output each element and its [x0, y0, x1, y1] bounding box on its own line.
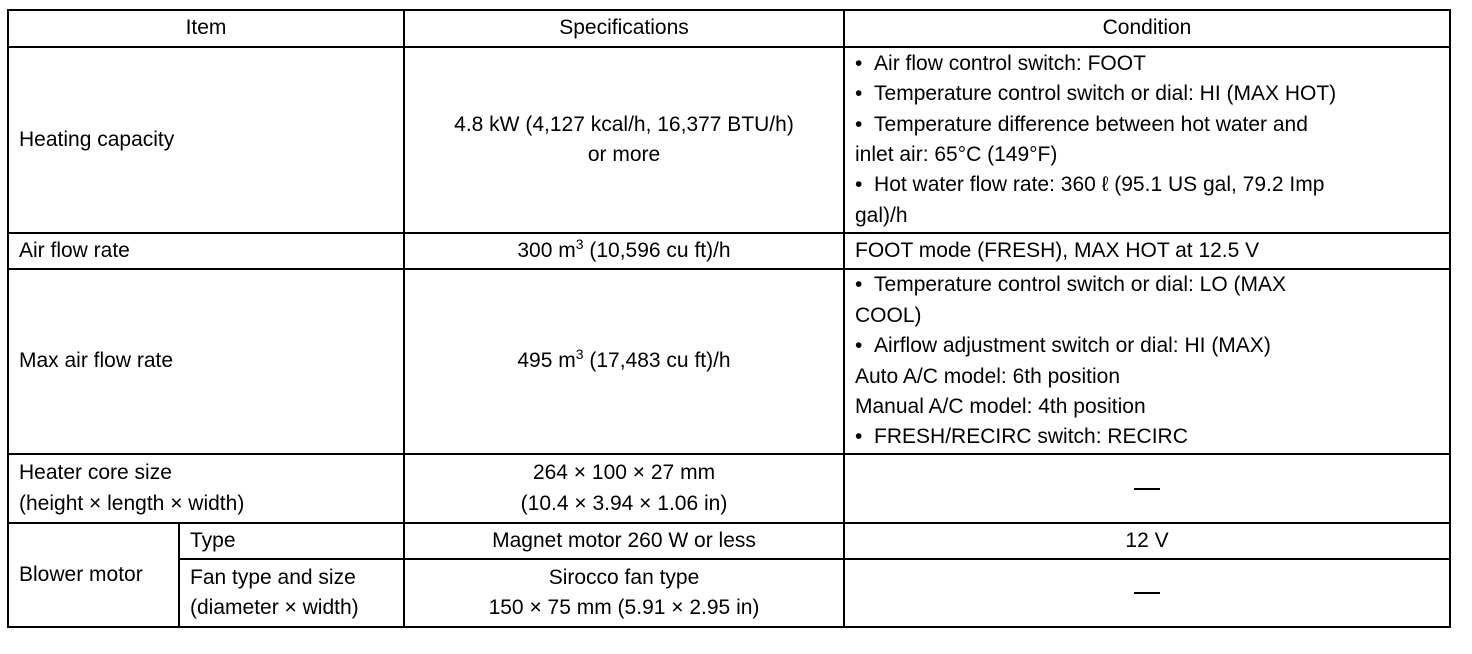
condition-line: Auto A/C model: 6th position	[855, 364, 1120, 388]
spec-line: (10.4 × 3.94 × 1.06 in)	[520, 491, 728, 515]
condition-line: gal)/h	[855, 203, 908, 227]
header-item: Item	[8, 10, 404, 47]
condition-bullet: • Hot water flow rate: 360 ℓ (95.1 US gal, 79.2 Imp	[855, 170, 1439, 200]
spec-unit: (10,596 cu ft)/h	[583, 238, 731, 262]
header-row	[8, 10, 1450, 47]
spec-value: 300 m	[517, 238, 576, 262]
em-dash	[1134, 488, 1160, 490]
table-row-heating-capacity	[8, 47, 1450, 233]
condition-bullet: • Air flow control switch: FOOT	[855, 49, 1439, 79]
item-line: Fan type and size	[190, 565, 356, 589]
cond-heater-core-size	[844, 454, 1450, 523]
item-line: (height × length × width)	[19, 491, 245, 515]
item-air-flow-rate: Air flow rate	[8, 233, 404, 269]
condition-bullet: • FRESH/RECIRC switch: RECIRC	[855, 422, 1439, 452]
cond-max-air-flow-rate	[844, 269, 1450, 454]
spec-heater-core-size	[404, 454, 844, 523]
item-heating-capacity: Heating capacity	[8, 47, 404, 233]
table-row-fan-type	[8, 559, 1450, 627]
spec-max-air-flow-rate	[404, 269, 844, 454]
header-condition: Condition	[844, 10, 1450, 47]
spec-line: Sirocco fan type	[548, 565, 700, 589]
spec-line: 4.8 kW (4,127 kcal/h, 16,377 BTU/h)	[454, 112, 794, 136]
cond-fan-type	[844, 559, 1450, 627]
condition-bullet: • Temperature control switch or dial: LO (MAX	[855, 270, 1439, 300]
item-line: (diameter × width)	[190, 596, 359, 619]
spec-line: 150 × 75 mm (5.91 × 2.95 in)	[488, 596, 760, 619]
spec-fan-type	[404, 559, 844, 627]
table-row-air-flow-rate	[8, 233, 1450, 269]
condition-line: COOL)	[855, 303, 922, 327]
condition-line: Manual A/C model: 4th position	[855, 394, 1146, 418]
condition-bullet: • Airflow adjustment switch or dial: HI (MAX)	[855, 331, 1439, 361]
item-blower-motor: Blower motor	[8, 523, 179, 627]
spec-blower-type: Magnet motor 260 W or less	[404, 523, 844, 559]
spec-heating-capacity	[404, 47, 844, 233]
table-row-blower-type	[8, 523, 1450, 559]
condition-bullet: • Temperature control switch or dial: HI (MAX HOT)	[855, 79, 1439, 109]
item-line: Heater core size	[19, 461, 172, 485]
spec-value: 495 m	[517, 349, 576, 373]
condition-bullet: • Temperature difference between hot water and	[855, 110, 1439, 140]
item-blower-type: Type	[179, 523, 404, 559]
em-dash	[1134, 592, 1160, 594]
table-row-max-air-flow-rate	[8, 269, 1450, 454]
cond-heating-capacity	[844, 47, 1450, 233]
header-specifications: Specifications	[404, 10, 844, 47]
cond-air-flow-rate: FOOT mode (FRESH), MAX HOT at 12.5 V	[844, 233, 1450, 269]
cond-blower-type: 12 V	[844, 523, 1450, 559]
condition-line: inlet air: 65°C (149°F)	[855, 143, 1058, 166]
spec-air-flow-rate	[404, 233, 844, 269]
superscript: 3	[575, 346, 584, 363]
item-heater-core-size	[8, 454, 404, 523]
superscript: 3	[575, 235, 584, 252]
table-row-heater-core-size	[8, 454, 1450, 523]
item-max-air-flow-rate: Max air flow rate	[8, 269, 404, 454]
spec-line: 264 × 100 × 27 mm	[532, 461, 716, 485]
specifications-table	[7, 9, 1451, 628]
spec-unit: (17,483 cu ft)/h	[583, 349, 731, 373]
item-fan-type	[179, 559, 404, 627]
spec-line: or more	[587, 143, 661, 166]
